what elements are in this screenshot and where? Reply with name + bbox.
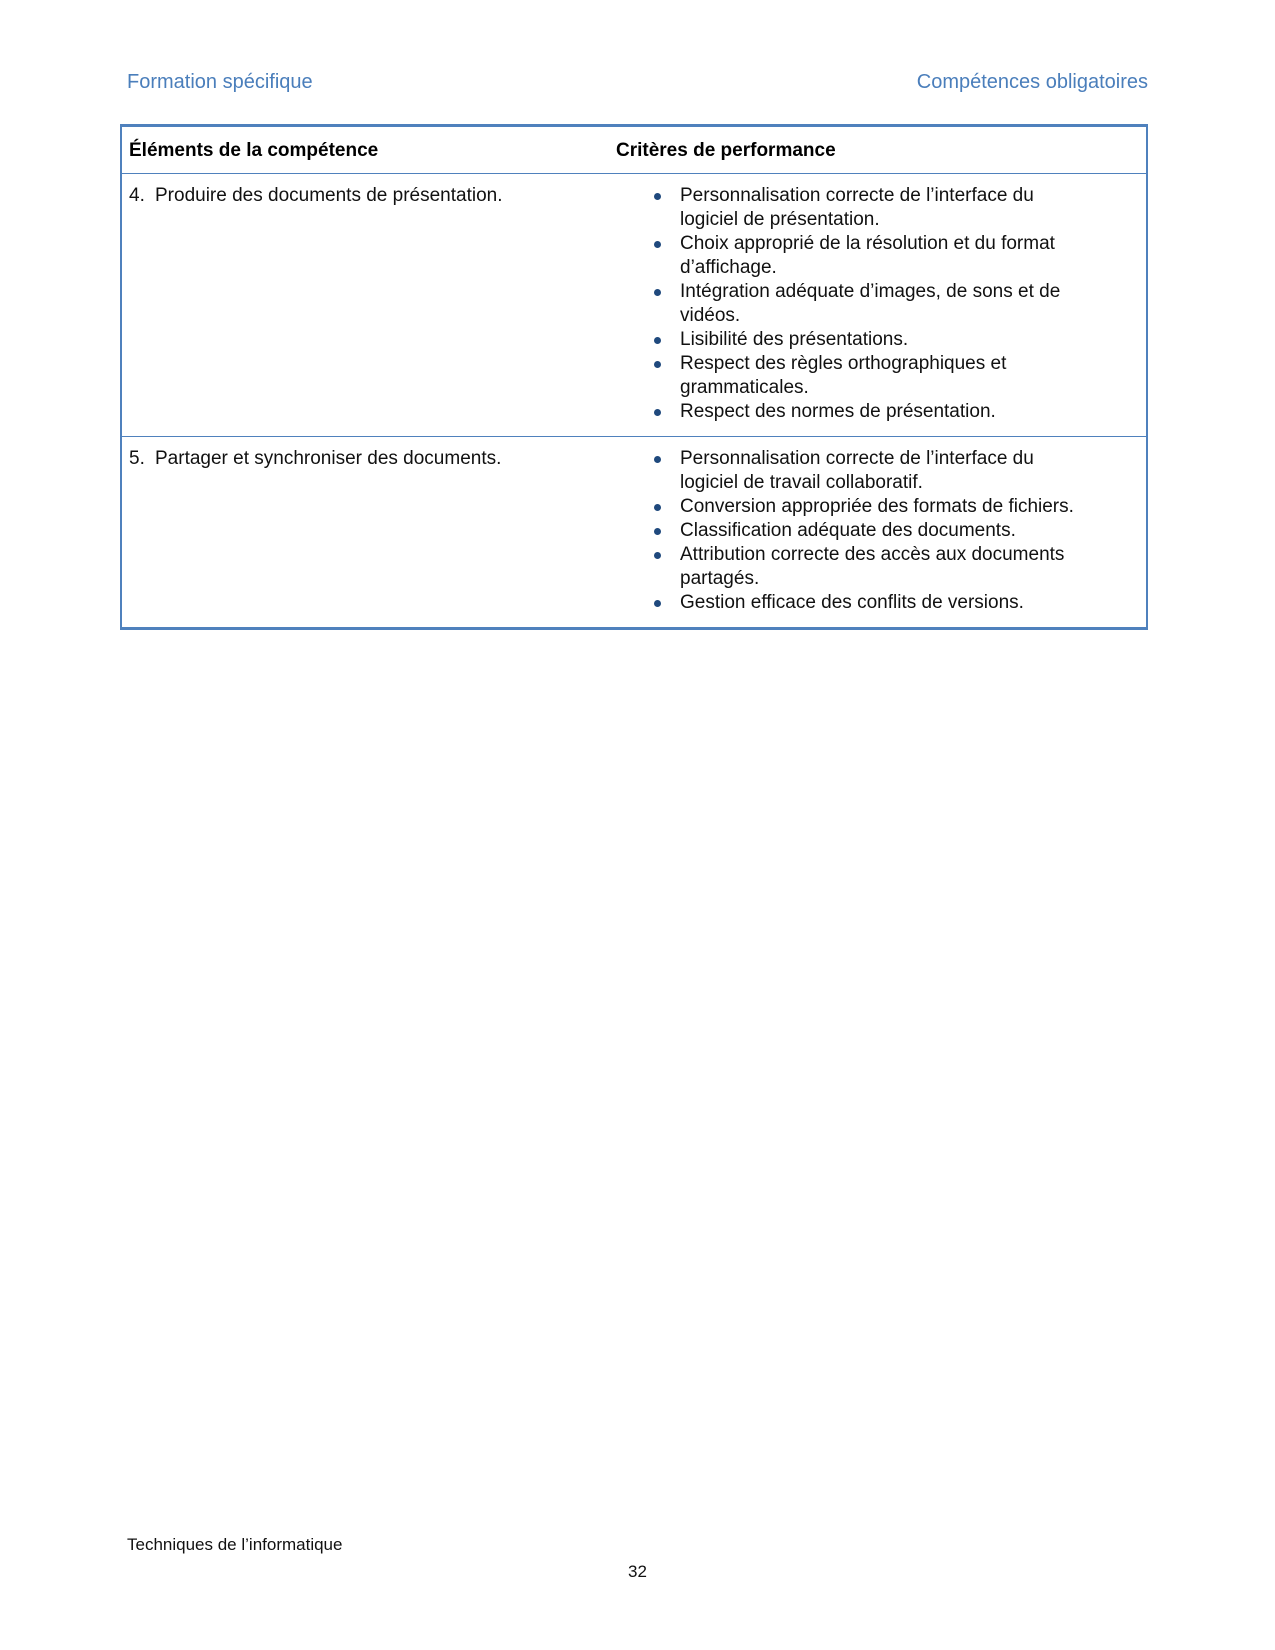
table-body [122,174,1146,627]
table-row [122,174,1146,436]
footer-program-title: Techniques de l’informatique [127,1535,343,1554]
criteria-cell [609,174,1146,436]
criterion-item: Personnalisation correcte de l’interface du logiciel de travail collaboratif. [652,447,1094,495]
criterion-item: Respect des règles orthographiques et grammaticales. [652,352,1094,400]
criterion-item: Classification adéquate des documents. [652,519,1094,543]
element-cell [122,437,609,627]
criterion-item: Intégration adéquate d’images, de sons et de vidéos. [652,280,1094,328]
header-section-title: Formation spécifique [127,71,313,93]
page-header [127,70,1148,94]
element-number: 5. [129,448,145,469]
criterion-item: Lisibilité des présentations. [652,328,1094,352]
element-number: 4. [129,185,145,206]
element-text: Produire des documents de présentation. [155,185,503,206]
criteria-list [652,184,1094,424]
table-header-row [122,127,1146,174]
column-header-criteria: Critères de performance [616,140,836,161]
criterion-item: Respect des normes de présentation. [652,400,1094,424]
criteria-cell [609,437,1146,627]
element-text: Partager et synchroniser des documents. [155,448,502,469]
criteria-list [652,447,1094,615]
criterion-item: Conversion appropriée des formats de fichiers. [652,495,1094,519]
header-chapter-title: Compétences obligatoires [916,71,1148,93]
competence-table [120,124,1148,630]
criterion-item: Choix approprié de la résolution et du format d’affichage. [652,232,1094,280]
criterion-item: Gestion efficace des conflits de versions. [652,591,1094,615]
criterion-item: Personnalisation correcte de l’interface du logiciel de présentation. [652,184,1094,232]
table-row [122,436,1146,627]
column-header-elements: Éléments de la compétence [129,140,379,161]
criterion-item: Attribution correcte des accès aux documents partagés. [652,543,1094,591]
page-number: 32 [628,1562,647,1581]
element-cell [122,174,609,436]
